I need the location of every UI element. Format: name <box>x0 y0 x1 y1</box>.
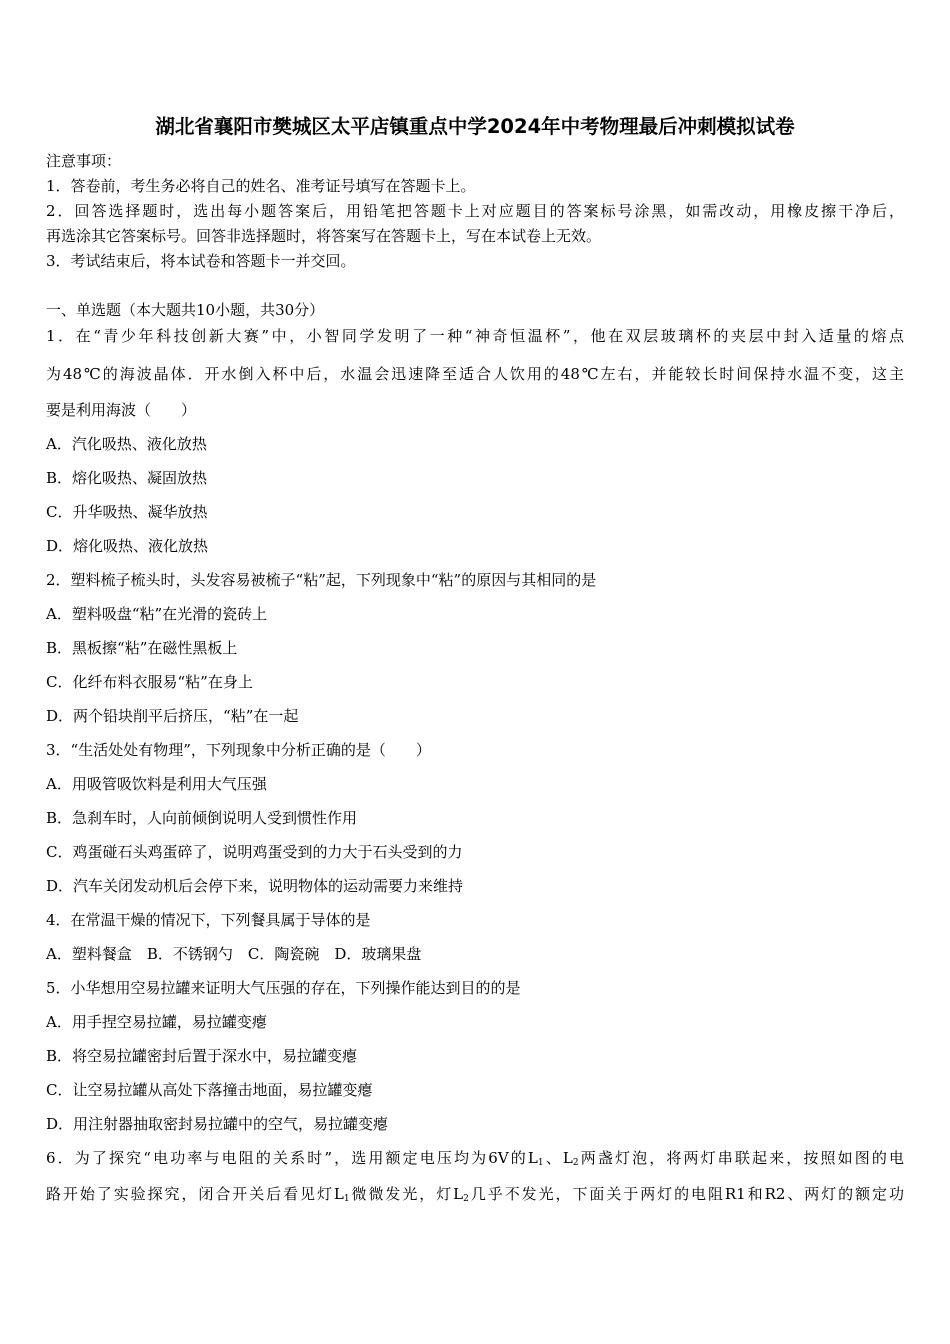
notice-item-2-cont: 再选涂其它答案标号。回答非选择题时，将答案写在答题卡上，写在本试卷上无效。 <box>46 227 602 245</box>
q1-option-b: B．熔化吸热、凝固放热 <box>46 469 208 487</box>
q4-stem: 4．在常温干燥的情况下，下列餐具属于导体的是 <box>46 911 371 929</box>
q2-stem: 2．塑料梳子梳头时，头发容易被梳子“粘”起，下列现象中“粘”的原因与其相同的是 <box>46 571 597 589</box>
q1-option-a: A．汽化吸热、液化放热 <box>46 435 207 453</box>
q6-text: 微微发光，灯L <box>349 1185 464 1203</box>
q6-subscript: 2 <box>463 1194 469 1204</box>
notice-item-1: 1．答卷前，考生务必将自己的姓名、准考证号填写在答题卡上。 <box>46 177 476 195</box>
q6-stem-line-2 <box>46 1184 904 1209</box>
q1-stem-line-3: 要是利用海波（ ） <box>46 401 197 419</box>
q4-options: A．塑料餐盒 B．不锈钢勺 C．陶瓷碗 D．玻璃果盘 <box>46 945 422 963</box>
q6-text: 路开始了实验探究，闭合开关后看见灯L <box>46 1185 344 1203</box>
q6-subscript: 1 <box>343 1194 350 1204</box>
q6-text: 6．为了探究“电功率与电阻的关系时”，选用额定电压均为6V的L <box>46 1149 538 1167</box>
notice-heading: 注意事项： <box>46 152 122 170</box>
section-heading: 一、单选题（本大题共10小题，共30分） <box>46 301 325 319</box>
q2-option-a: A．塑料吸盘“粘”在光滑的瓷砖上 <box>46 605 268 623</box>
q6-text: 几乎不发光，下面关于两灯的电阻R1和R2、两灯的额定功 <box>468 1185 904 1203</box>
q2-option-d: D．两个铅块削平后挤压，“粘”在一起 <box>46 707 299 725</box>
q1-option-d: D．熔化吸热、液化放热 <box>46 537 209 555</box>
q3-option-b: B．急刹车时，人向前倾倒说明人受到惯性作用 <box>46 809 358 827</box>
exam-title: 湖北省襄阳市樊城区太平店镇重点中学2024年中考物理最后冲刺模拟试卷 <box>155 115 795 138</box>
q6-text: 两盏灯泡，将两灯串联起来，按照如图的电 <box>578 1149 904 1167</box>
q3-option-c: C．鸡蛋碰石头鸡蛋碎了，说明鸡蛋受到的力大于石头受到的力 <box>46 843 463 861</box>
q2-option-b: B．黑板擦“粘”在磁性黑板上 <box>46 639 238 657</box>
q1-stem-line-2: 为48℃的海波晶体．开水倒入杯中后，水温会迅速降至适合人饮用的48℃左右，并能较长时间保持水温不变，这主 <box>46 365 904 383</box>
q1-option-c: C．升华吸热、凝华放热 <box>46 503 208 521</box>
notice-item-2: 2．回答选择题时，选出每小题答案后，用铅笔把答题卡上对应题目的答案标号涂黑，如需改动，用橡皮擦干净后， <box>46 202 904 220</box>
q3-stem: 3．“生活处处有物理”，下列现象中分析正确的是（ ） <box>46 741 431 759</box>
q5-option-d: D．用注射器抽取密封易拉罐中的空气，易拉罐变瘪 <box>46 1115 389 1133</box>
q6-stem-line-1 <box>46 1148 904 1173</box>
q6-text: 、L <box>543 1149 573 1167</box>
q5-option-c: C．让空易拉罐从高处下落撞击地面，易拉罐变瘪 <box>46 1081 373 1099</box>
q5-option-a: A．用手捏空易拉罐，易拉罐变瘪 <box>46 1013 267 1031</box>
q5-option-b: B．将空易拉罐密封后置于深水中，易拉罐变瘪 <box>46 1047 358 1065</box>
q6-subscript: 1 <box>537 1158 544 1168</box>
notice-item-3: 3．考试结束后，将本试卷和答题卡一并交回。 <box>46 252 356 270</box>
q2-option-c: C．化纤布料衣服易“粘”在身上 <box>46 673 253 691</box>
q6-subscript: 2 <box>572 1158 579 1168</box>
q3-option-a: A．用吸管吸饮料是利用大气压强 <box>46 775 267 793</box>
q1-stem-line-1: 1．在“青少年科技创新大赛”中，小智同学发明了一种“神奇恒温杯”，他在双层玻璃杯的夹层中封入适量的熔点 <box>46 327 904 345</box>
q5-stem: 5．小华想用空易拉罐来证明大气压强的存在，下列操作能达到目的的是 <box>46 979 521 997</box>
q3-option-d: D．汽车关闭发动机后会停下来，说明物体的运动需要力来维持 <box>46 877 464 895</box>
